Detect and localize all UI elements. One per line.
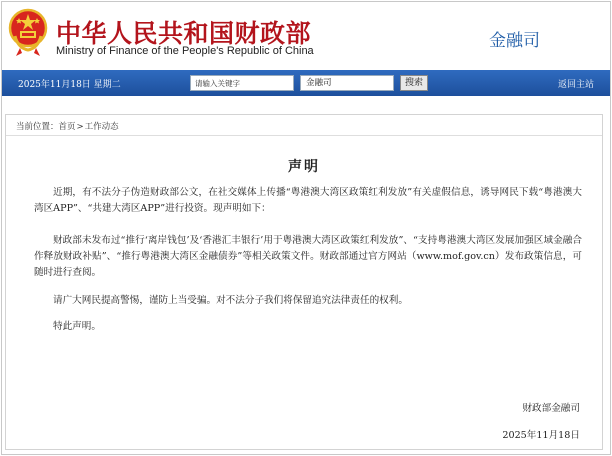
department-title: 金融司 [489, 31, 540, 51]
content-panel [5, 114, 603, 450]
breadcrumb-prefix: 当前位置： [16, 122, 59, 132]
search-scope-select[interactable]: 金融司 [300, 75, 394, 91]
breadcrumb [16, 120, 119, 132]
article-paragraph: 特此声明。 [53, 321, 101, 332]
breadcrumb-current[interactable]: 工作动态 [84, 122, 119, 132]
breadcrumb-separator: > [76, 122, 84, 132]
article-signature: 财政部金融司 [522, 403, 580, 414]
home-link[interactable]: 返回主站 [557, 80, 594, 90]
site-title-en: Ministry of Finance of the People's Republic of China [56, 45, 314, 57]
divider [6, 135, 602, 136]
article-title: 声明 [288, 159, 320, 175]
article-paragraph: 请广大网民提高警惕，谨防上当受骗。对不法分子我们将保留追究法律责任的权利。 [53, 295, 408, 306]
search-input[interactable] [190, 75, 294, 91]
site-title-cn[interactable]: 中华人民共和国财政部 [56, 19, 312, 48]
article-date: 2025年11月18日 [502, 430, 580, 441]
national-emblem-icon[interactable] [8, 8, 48, 58]
breadcrumb-home[interactable]: 首页 [58, 122, 76, 132]
site-header [2, 2, 610, 70]
search-button[interactable]: 搜索 [400, 75, 428, 91]
current-date: 2025年11月18日 星期二 [18, 80, 121, 90]
article-paragraph: 财政部未发布过“推行‘离岸钱包’及‘香港汇丰银行’用于粤港澳大湾区政策红利发放”、“支持粤港澳大湾区发展加强区域金融合作释放财政补贴”、“推行粤港澳大湾区金融债券”等相关政策文件。财政部通过官方网站（www.mof.gov.cn）发布政策信息，可随时进行查阅。 [34, 235, 582, 278]
article-paragraph: 近期，有不法分子伪造财政部公文，在社交媒体上传播“粤港澳大湾区政策红利发放”有关虚假信息，诱导网民下载“粤港澳大湾区APP”、“共建大湾区APP”进行投资。现声明如下： [34, 187, 582, 214]
nav-bar [2, 70, 610, 96]
